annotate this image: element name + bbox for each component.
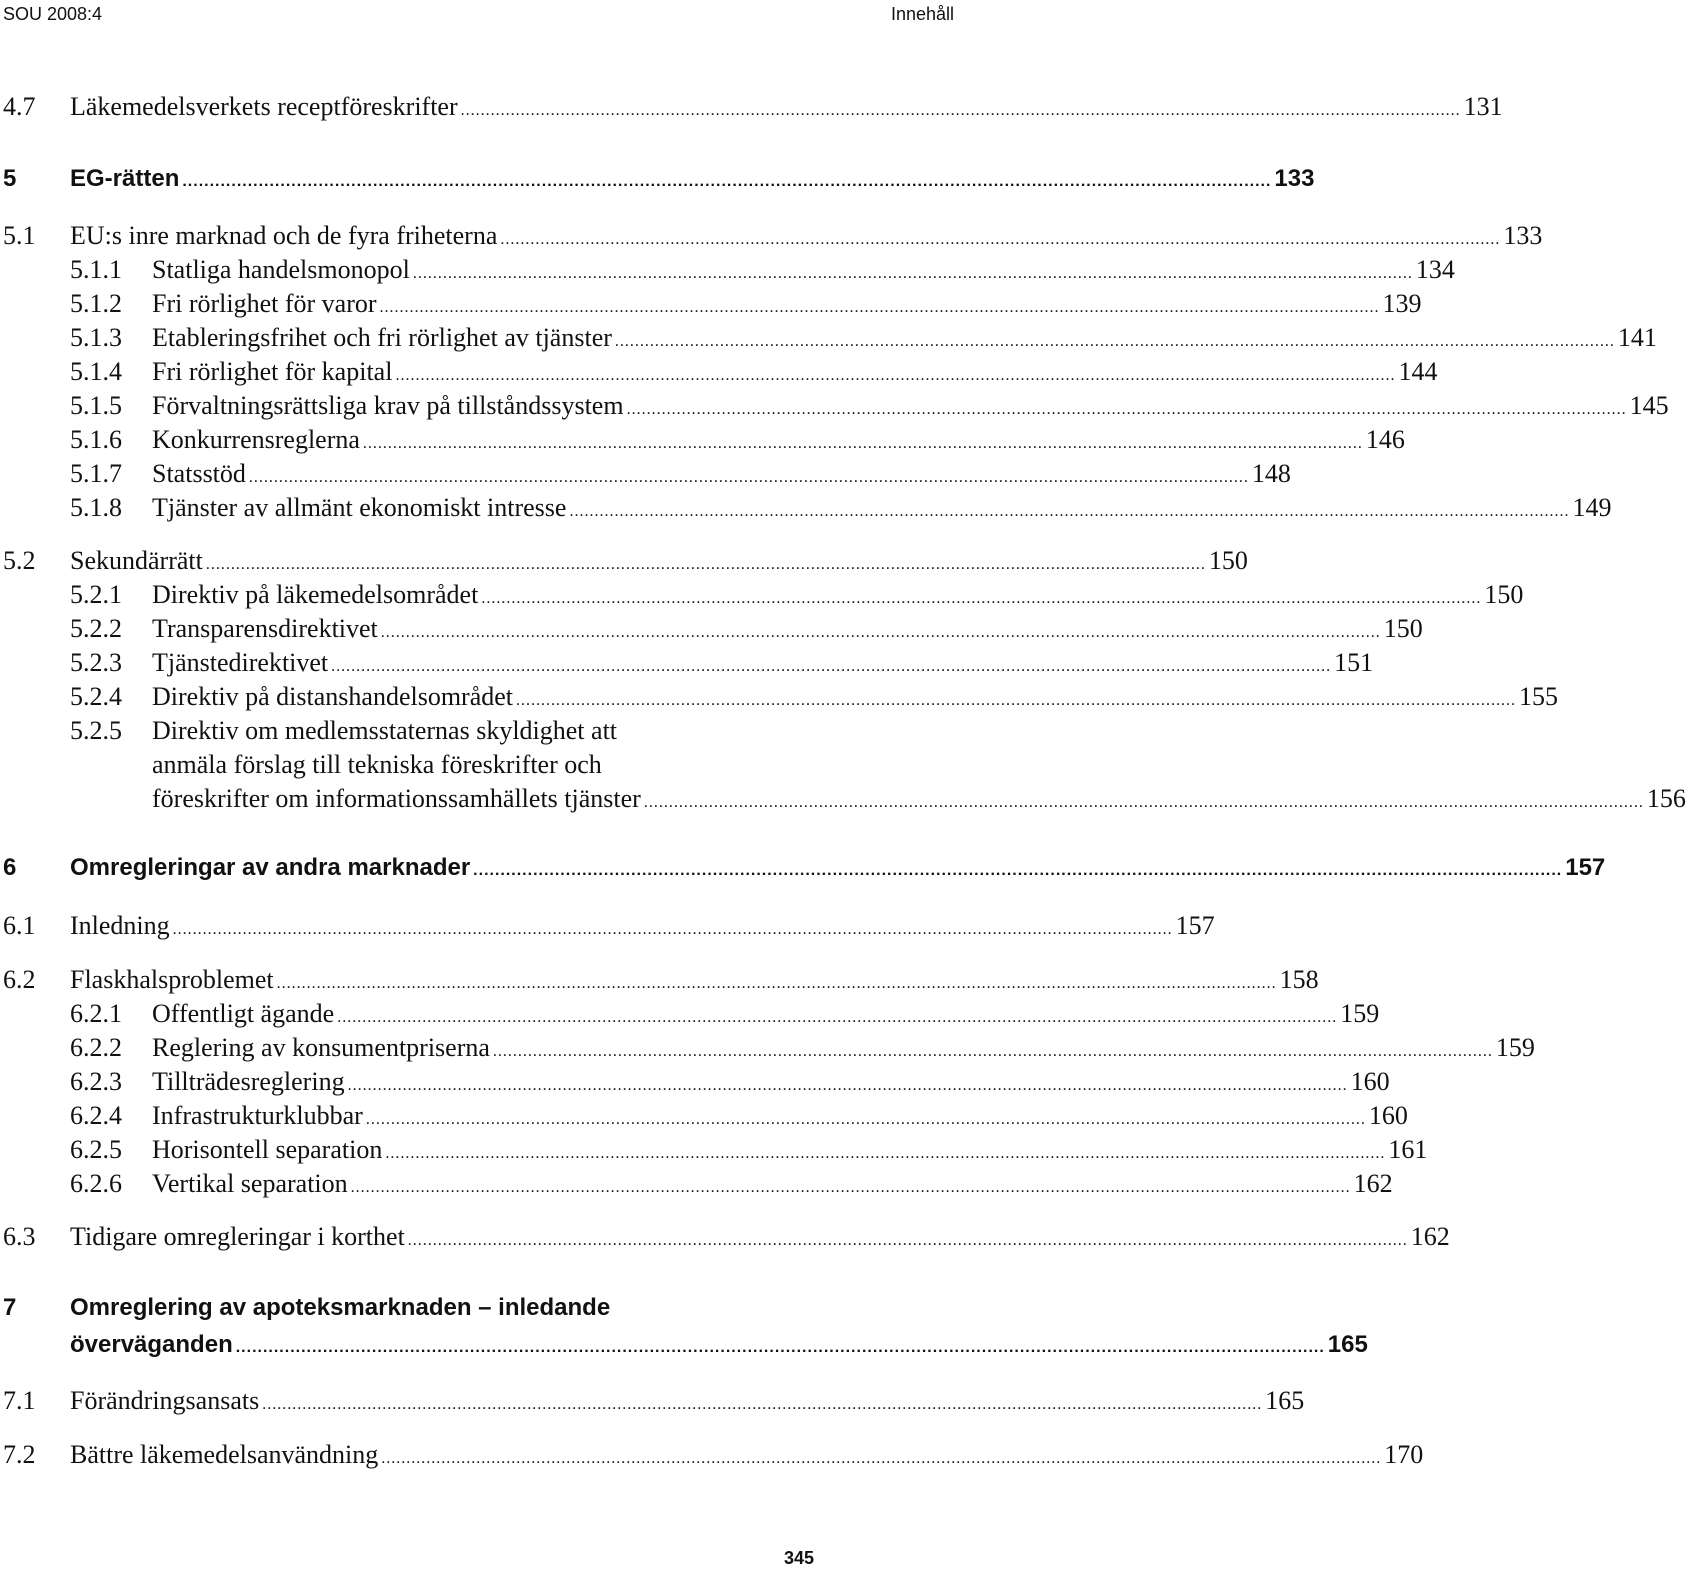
toc-entry-page: 139: [1382, 289, 1422, 318]
toc-entry-page: 157: [1175, 911, 1215, 940]
running-header: [0, 0, 960, 30]
toc-entry-title: EU:s inre marknad och de fyra friheterna: [70, 221, 498, 250]
toc-entry-number: 6.2.1: [70, 999, 122, 1028]
toc-entry-page: 158: [1279, 965, 1319, 994]
toc-entry-number: 5.2.5: [70, 716, 122, 745]
toc-entry-page: 150: [1383, 614, 1423, 643]
toc-entry-title: Statsstöd: [152, 459, 246, 488]
toc-entry-title-row: [152, 1135, 1428, 1165]
toc-entry-number: 7.2: [3, 1440, 36, 1469]
dot-leader: ........................................................................................................................................................................................................: [362, 435, 1363, 452]
toc-entry-number: 5.1.1: [70, 255, 122, 284]
toc-entry-title-row: [152, 391, 1669, 421]
toc-entry-title: Fri rörlighet för varor: [152, 289, 377, 318]
toc-entry-title-row: [152, 1169, 1393, 1199]
toc-entry-number: 5.2: [3, 546, 36, 575]
toc-entry-page: 160: [1350, 1067, 1390, 1096]
toc-entry-title: Flaskhalsproblemet: [70, 965, 274, 994]
toc-entry-number: 5.1.7: [70, 459, 122, 488]
toc-entry-title-row: [152, 1067, 1390, 1097]
section-label: Innehåll: [890, 4, 954, 24]
toc-entry-title-row: [70, 1386, 1305, 1416]
toc-entry-number: 5.2.2: [70, 614, 122, 643]
toc-entry-page: 133: [1503, 221, 1543, 250]
toc-entry-title-row: [152, 459, 1291, 489]
dot-leader: ........................................................................................................................................................................................................: [626, 401, 1627, 418]
toc-entry-title: Tillträdesreglering: [152, 1067, 345, 1096]
toc-entry-title: föreskrifter om informationssamhällets tjänster: [152, 784, 641, 813]
dot-leader: ........................................................................................................................................................................................................: [460, 102, 1461, 119]
toc-entry-title-row: [152, 999, 1380, 1029]
toc-entry-title: Direktiv på läkemedelsområdet: [152, 580, 479, 609]
toc-entry-title: Bättre läkemedelsanvändning: [70, 1440, 379, 1469]
toc-entry-number: 6: [3, 854, 17, 881]
dot-leader: ........................................................................................................................................................................................................: [365, 1111, 1366, 1128]
toc-entry-number: 5.1.6: [70, 425, 122, 454]
toc-entry-page: 160: [1368, 1101, 1408, 1130]
dot-leader: ........................................................................................................................................................................................................: [337, 1009, 1338, 1026]
toc-entry-title: Sekundärrätt: [70, 546, 203, 575]
toc-entry-page: 157: [1565, 854, 1606, 881]
toc-entry-number: 5.2.4: [70, 682, 122, 711]
dot-leader: ........................................................................................................................................................................................................: [481, 590, 1482, 607]
toc-entry-number: 6.2: [3, 965, 36, 994]
dot-leader: ........................................................................................................................................................................................................: [614, 333, 1615, 350]
dot-leader: ........................................................................................................................................................................................................: [262, 1396, 1263, 1413]
toc-entry-number: 5.2.3: [70, 648, 122, 677]
toc-entry-title: Läkemedelsverkets receptföreskrifter: [70, 92, 458, 121]
dot-leader: ........................................................................................................................................................................................................: [347, 1077, 1348, 1094]
toc-entry-title-row: [152, 580, 1524, 610]
dot-leader: ........................................................................................................................................................................................................: [500, 231, 1501, 248]
toc-entry-title: Omregleringar av andra marknader: [70, 854, 471, 881]
toc-entry-page: 155: [1519, 682, 1559, 711]
toc-entry-number: 6.2.2: [70, 1033, 122, 1062]
toc-entry-number: 5: [3, 165, 17, 192]
toc-entry-title-row: [70, 965, 1319, 995]
toc-entry-page: 145: [1629, 391, 1669, 420]
toc-entry-page: 141: [1617, 323, 1657, 352]
toc-entry-number: 5.1.2: [70, 289, 122, 318]
toc-entry-title-row: [70, 911, 1215, 941]
dot-leader: ........................................................................................................................................................................................................: [331, 658, 1332, 675]
toc-entry-page: 165: [1327, 1331, 1368, 1358]
toc-entry-title: Etableringsfrihet och fri rörlighet av tjänster: [152, 323, 612, 352]
dot-leader: ........................................................................................................................................................................................................: [395, 367, 1396, 384]
dot-leader: ........................................................................................................................................................................................................: [569, 503, 1570, 520]
toc-entry-page: 150: [1208, 546, 1248, 575]
toc-entry-page: 151: [1334, 648, 1374, 677]
toc-entry-number: 7.1: [3, 1386, 36, 1415]
toc-entry-number: 6.2.4: [70, 1101, 122, 1130]
toc-entry-title: överväganden: [70, 1331, 233, 1358]
toc-entry-title: Tidigare omregleringar i korthet: [70, 1222, 405, 1251]
toc-entry-title: Tjänstedirektivet: [152, 648, 329, 677]
toc-entry-page: 162: [1410, 1222, 1450, 1251]
toc-entry-title: Vertikal separation: [152, 1169, 348, 1198]
toc-entry-title-line: anmäla förslag till tekniska föreskrifter och: [152, 750, 602, 779]
toc-entry-number: 5.1.3: [70, 323, 122, 352]
toc-entry-number: 6.3: [3, 1222, 36, 1251]
dot-leader: ........................................................................................................................................................................................................: [412, 265, 1413, 282]
toc-entry-number: 6.2.5: [70, 1135, 122, 1164]
toc-entry-title: Statliga handelsmonopol: [152, 255, 410, 284]
page-number: 345: [783, 1548, 814, 1568]
toc-entry-title-row: [152, 323, 1657, 353]
toc-entry-title-row: [152, 425, 1405, 455]
toc-entry-title-row: [152, 493, 1612, 523]
toc-entry-title-row: [152, 648, 1374, 678]
dot-leader: ........................................................................................................................................................................................................: [182, 173, 1272, 190]
toc-entry-title: Förändringsansats: [70, 1386, 260, 1415]
toc-entry-title: Infrastrukturklubbar: [152, 1101, 363, 1130]
toc-entry-page: 165: [1265, 1386, 1305, 1415]
toc-entry-title-row: [152, 255, 1455, 285]
dot-leader: ........................................................................................................................................................................................................: [473, 862, 1563, 879]
dot-leader: ........................................................................................................................................................................................................: [235, 1339, 1325, 1356]
toc-entry-title-row: [152, 1101, 1408, 1131]
toc-entry-title-row: [70, 221, 1543, 251]
dot-leader: ........................................................................................................................................................................................................: [350, 1179, 1351, 1196]
dot-leader: ........................................................................................................................................................................................................: [248, 469, 1249, 486]
dot-leader: ........................................................................................................................................................................................................: [492, 1043, 1493, 1060]
toc-entry-number: 5.1.5: [70, 391, 122, 420]
toc-entry-title-row: [152, 357, 1438, 387]
toc-entry-title: Offentligt ägande: [152, 999, 335, 1028]
toc-entry-title-row: [70, 92, 1503, 122]
toc-entry-title: Reglering av konsumentpriserna: [152, 1033, 490, 1062]
dot-leader: ........................................................................................................................................................................................................: [172, 921, 1173, 938]
toc-entry-page: 148: [1251, 459, 1291, 488]
toc-entry-title-row: [70, 1331, 1368, 1359]
toc-entry-page: 144: [1398, 357, 1438, 386]
toc-entry-title: Fri rörlighet för kapital: [152, 357, 393, 386]
dot-leader: ........................................................................................................................................................................................................: [205, 556, 1206, 573]
toc-entry-page: 131: [1463, 92, 1503, 121]
toc-entry-title: Horisontell separation: [152, 1135, 383, 1164]
toc-entry-page: 159: [1340, 999, 1380, 1028]
toc-entry-title-row: [152, 614, 1423, 644]
toc-entry-title-row: [70, 854, 1606, 882]
toc-entry-title: EG-rätten: [70, 165, 180, 192]
toc-entry-title-row: [152, 682, 1559, 712]
toc-entry-title-row: [152, 784, 1686, 814]
toc-entry-title-row: [70, 165, 1315, 193]
toc-entry-number: 5.2.1: [70, 580, 122, 609]
toc-entry-title-row: [152, 1033, 1535, 1063]
toc-entry-title: Transparensdirektivet: [152, 614, 378, 643]
toc-entry-number: 5.1.4: [70, 357, 122, 386]
toc-entry-title: Direktiv på distanshandelsområdet: [152, 682, 514, 711]
toc-entry-number: 5.1: [3, 221, 36, 250]
toc-entry-page: 162: [1353, 1169, 1393, 1198]
dot-leader: ........................................................................................................................................................................................................: [516, 692, 1517, 709]
dot-leader: ........................................................................................................................................................................................................: [379, 299, 1380, 316]
toc-entry-page: 159: [1495, 1033, 1535, 1062]
toc-entry-page: 149: [1572, 493, 1612, 522]
toc-entry-title-row: [152, 289, 1422, 319]
toc-entry-title: Inledning: [70, 911, 170, 940]
dot-leader: ........................................................................................................................................................................................................: [381, 1450, 1382, 1467]
dot-leader: ........................................................................................................................................................................................................: [385, 1145, 1386, 1162]
toc-entry-title: Förvaltningsrättsliga krav på tillståndssystem: [152, 391, 624, 420]
toc-entry-title-row: [70, 1440, 1424, 1470]
dot-leader: ........................................................................................................................................................................................................: [276, 975, 1277, 992]
toc-entry-number: 5.1.8: [70, 493, 122, 522]
toc-entry-page: 134: [1415, 255, 1455, 284]
toc-entry-title-row: [70, 1222, 1450, 1252]
report-id: SOU 2008:4: [3, 4, 103, 24]
toc-entry-page: 133: [1274, 165, 1315, 192]
toc-entry-number: 6.1: [3, 911, 36, 940]
toc-entry-page: 161: [1388, 1135, 1428, 1164]
toc-entry-title: Konkurrensreglerna: [152, 425, 360, 454]
toc-entry-number: 6.2.3: [70, 1067, 122, 1096]
toc-entry-title-line: Direktiv om medlemsstaternas skyldighet att: [152, 716, 618, 745]
toc-entry-number: 4.7: [3, 92, 36, 121]
toc-entry-title-row: [70, 546, 1248, 576]
toc-entry-page: 150: [1484, 580, 1524, 609]
dot-leader: ........................................................................................................................................................................................................: [380, 624, 1381, 641]
toc-entry-number: 6.2.6: [70, 1169, 122, 1198]
toc-entry-title-line: Omreglering av apoteksmarknaden – inledande: [70, 1294, 611, 1321]
toc-entry-title: Tjänster av allmänt ekonomiskt intresse: [152, 493, 567, 522]
toc-entry-number: 7: [3, 1294, 17, 1321]
toc-entry-page: 170: [1384, 1440, 1424, 1469]
toc-entry-page: 146: [1365, 425, 1405, 454]
dot-leader: ........................................................................................................................................................................................................: [407, 1232, 1408, 1249]
toc-entry-page: 156: [1646, 784, 1686, 813]
dot-leader: ........................................................................................................................................................................................................: [643, 794, 1644, 811]
